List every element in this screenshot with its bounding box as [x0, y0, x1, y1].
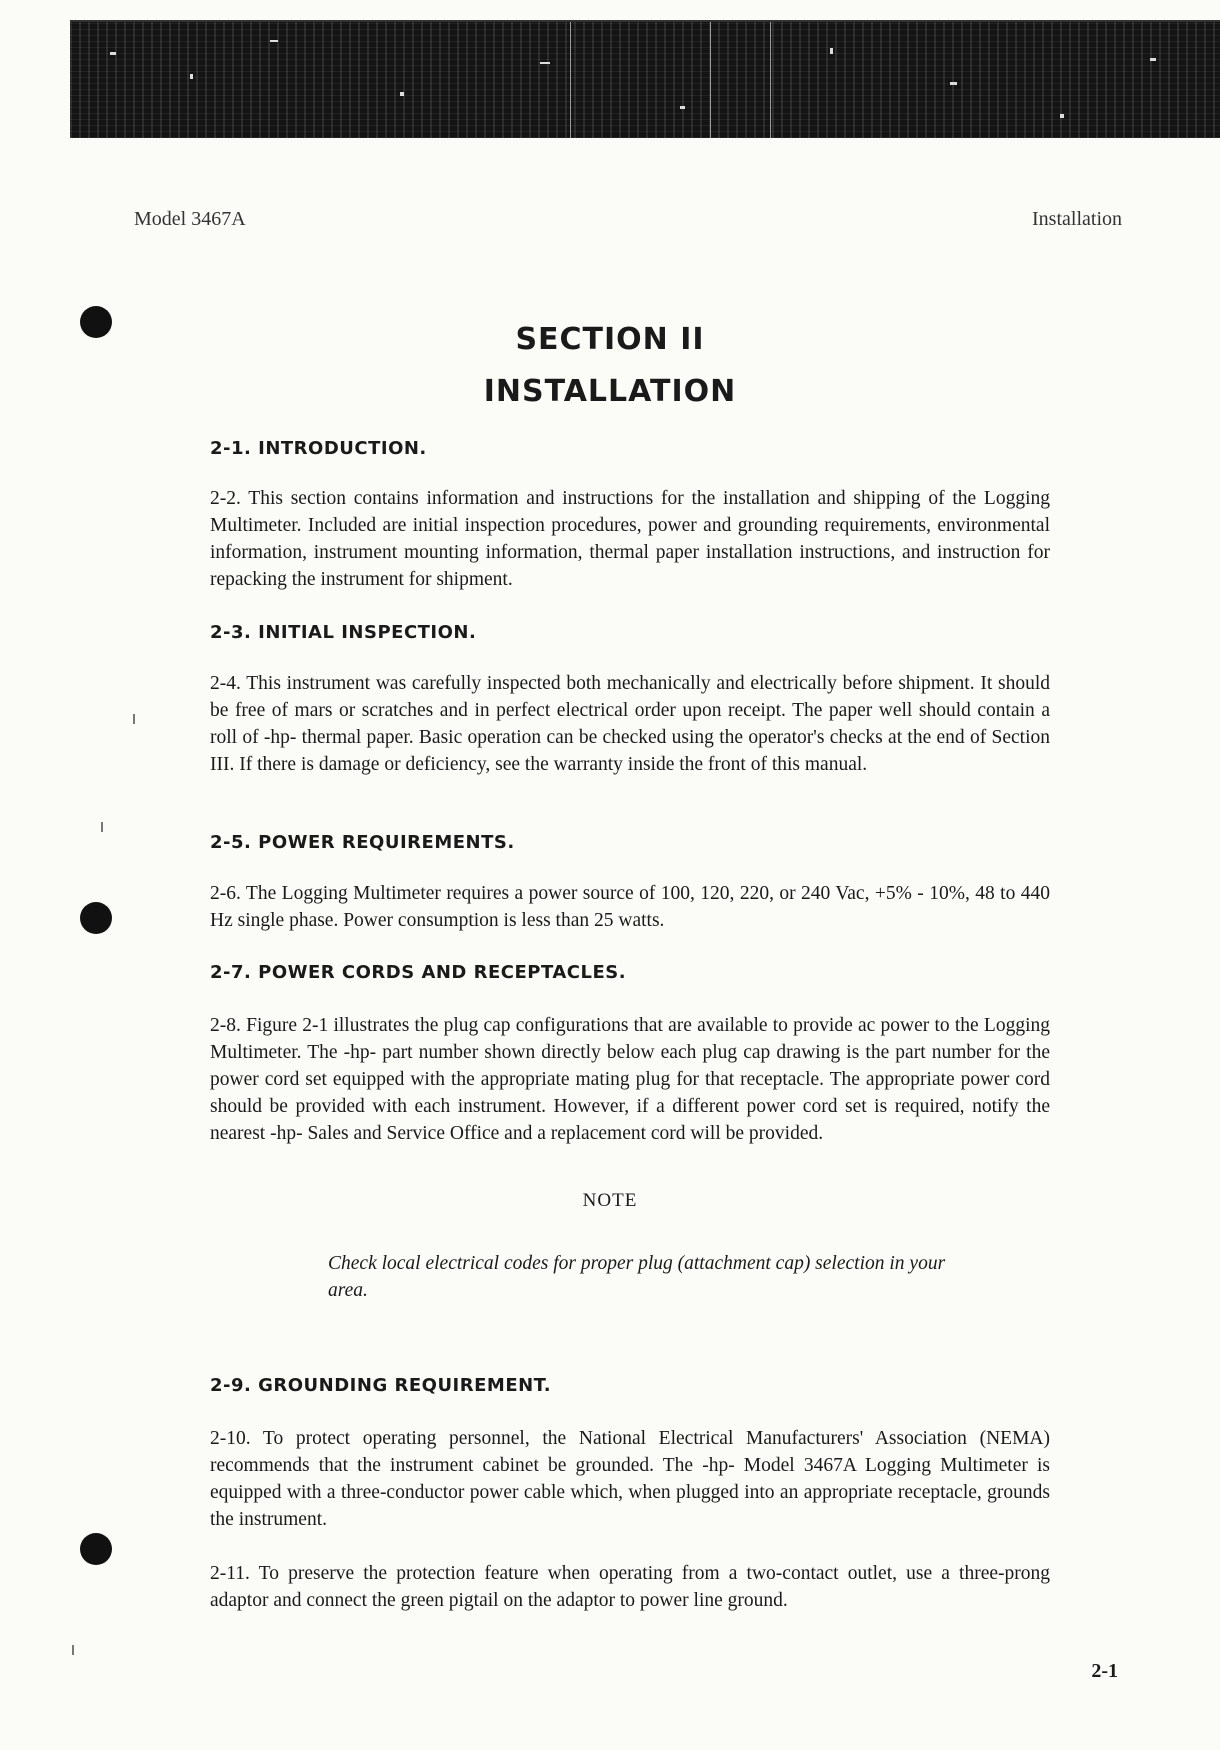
scan-vertical-line: [570, 22, 571, 138]
section-number: SECTION II: [515, 322, 705, 357]
page-number: 2-1: [1091, 1660, 1118, 1682]
header-model: Model 3467A: [134, 208, 246, 230]
scan-vertical-line: [710, 22, 711, 138]
scan-border-line: [70, 20, 1220, 22]
note-title: NOTE: [582, 1190, 638, 1211]
heading-power-cords: 2-7. POWER CORDS AND RECEPTACLES.: [210, 962, 627, 983]
scan-speck: [830, 48, 833, 54]
scan-speck: [270, 40, 278, 42]
paragraph-2-8: 2-8. Figure 2-1 illustrates the plug cap configurations that are available to provide ac power to the Logging Multimeter. The -hp- part number shown directly below each plug cap drawing is the part number for the power cord set equipped with the appropriate mating plug for that receptacle. The appropriate power cord should be provided with each instrument. However, if a different power cord set is required, notify the nearest -hp- Sales and Service Office and a replacement cord will be provided.: [210, 1015, 1050, 1144]
paragraph-2-4: 2-4. This instrument was carefully inspected both mechanically and electrically before shipment. It should be free of mars or scratches and in perfect electrical order upon receipt. The paper well should contain a roll of -hp- thermal paper. Basic operation can be checked using the operator's checks at the end of Section III. If there is damage or deficiency, see the warranty inside the front of this manual.: [210, 673, 1050, 775]
binder-hole: [80, 1533, 112, 1565]
scan-speck: [1060, 114, 1064, 118]
scan-speck: [540, 62, 550, 64]
scan-mark: [72, 1645, 74, 1655]
binder-hole: [80, 902, 112, 934]
heading-power-requirements: 2-5. POWER REQUIREMENTS.: [210, 832, 515, 853]
scan-mark: [101, 822, 103, 832]
scan-vertical-line: [770, 22, 771, 138]
heading-introduction: 2-1. INTRODUCTION.: [210, 438, 427, 459]
section-title: INSTALLATION: [483, 374, 737, 409]
scan-speck: [950, 82, 957, 85]
note-text: Check local electrical codes for proper plug (attachment cap) selection in your area.: [328, 1253, 946, 1301]
heading-grounding: 2-9. GROUNDING REQUIREMENT.: [210, 1375, 552, 1396]
scan-speck: [1150, 58, 1156, 61]
scan-speck: [680, 106, 685, 109]
paragraph-2-11: 2-11. To preserve the protection feature when operating from a two-contact outlet, use a three-prong adaptor and connect the green pigtail on the adaptor to power line ground.: [210, 1563, 1050, 1611]
scan-speck: [110, 52, 116, 55]
paragraph-2-6: 2-6. The Logging Multimeter requires a power source of 100, 120, 220, or 240 Vac, +5% - 10%, 48 to 440 Hz single phase. Power consumption is less than 25 watts.: [210, 883, 1050, 931]
heading-initial-inspection: 2-3. INITIAL INSPECTION.: [210, 622, 477, 643]
scan-header-bar: [70, 22, 1220, 138]
scan-speck: [400, 92, 404, 96]
paragraph-2-10: 2-10. To protect operating personnel, the National Electrical Manufacturers' Association (NEMA) recommends that the instrument cabinet be grounded. The -hp- Model 3467A Logging Multimeter is equipped with a three-conductor power cable which, when plugged into an appropriate receptacle, grounds the instrument.: [210, 1428, 1050, 1530]
scan-mark: [133, 714, 135, 724]
paragraph-2-2: 2-2. This section contains information and instructions for the installation and shipping of the Logging Multimeter. Included are initial inspection procedures, power and grounding requirements, environmental information, instrument mounting information, thermal paper installation instructions, and instruction for repacking the instrument for shipment.: [210, 488, 1050, 590]
header-chapter: Installation: [1032, 208, 1122, 230]
scan-speck: [190, 74, 193, 79]
